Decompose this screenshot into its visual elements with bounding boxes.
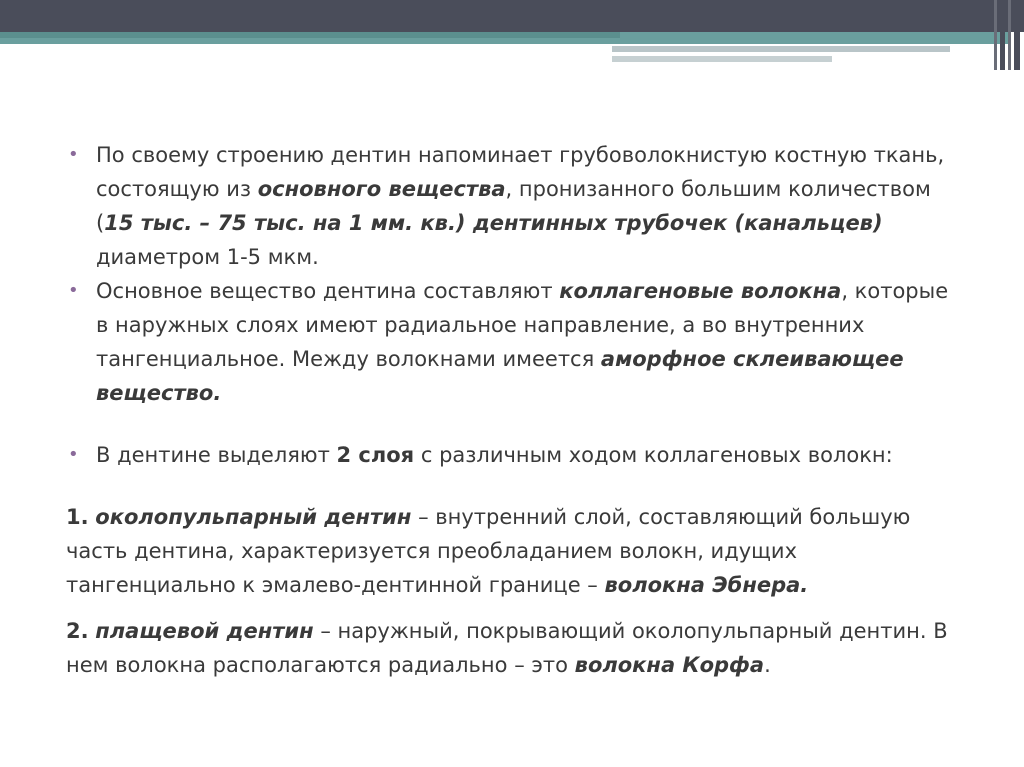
item-2 [66,614,966,682]
bullet-dot-icon: • [68,144,79,165]
bullet-3-text: В дентине выделяют [96,443,337,467]
accent-strip-dark [0,32,620,38]
bullet-2-emphasis-2: аморфное склеивающее вещество. [96,347,904,405]
decor-line-1 [612,46,950,52]
item-1-text: – внутренний слой, составляющий большую часть дентина, характеризуется преобладанием волокн, идущих тангенциально к эмалево-дентинной границе – [66,505,911,597]
bullet-1-emphasis-1: основного вещества [257,177,506,201]
item-2-text: – наружный, покрывающий околопульпарный дентин. В нем волокна располагаются радиально – это [66,619,948,677]
bullet-1 [66,138,966,274]
bullet-2-emphasis-1: коллагеновые волокна [559,279,842,303]
bullet-2-text: Основное вещество дентина составляют [96,279,560,303]
item-2-emphasis: волокна Корфа [574,653,765,677]
item-1-emphasis: волокна Эбнера. [604,573,809,597]
item-1 [66,500,966,602]
right-decor-bars [994,0,1024,70]
bullet-2-text-2: , которые в наружных слоях имеют радиальное направление, а во внутренних тангенциальное. Между волокнами имеется [96,279,949,371]
slide-body [66,138,966,682]
spacer [66,472,966,500]
bullet-1-text-3: диаметром 1-5 мкм. [96,245,319,269]
item-2-term: плащевой дентин [95,619,314,643]
bullet-3 [66,438,966,472]
bullet-dot-icon: • [68,444,79,465]
bullet-dot-icon: • [68,280,79,301]
item-1-term: околопульпарный дентин [95,505,412,529]
bullet-1-text-2: , пронизанного большим количеством ( [96,177,931,235]
item-2-number: 2. [66,619,89,643]
spacer [66,602,966,614]
bullet-3-emphasis: 2 слоя [336,443,415,467]
item-1-number: 1. [66,505,89,529]
bullet-2 [66,274,966,410]
bullet-1-text: По своему строению дентин напоминает грубоволокнистую костную ткань, состоящую из [96,143,945,201]
decor-line-2 [612,56,832,62]
item-2-text-2: . [764,653,771,677]
header-bar [0,0,1024,32]
spacer [66,410,966,438]
bullet-3-text-2: с различным ходом коллагеновых волокн: [414,443,893,467]
bullet-1-emphasis-2: 15 тыс. – 75 тыс. на 1 мм. кв.) дентинных трубочек (канальцев) [104,211,883,235]
